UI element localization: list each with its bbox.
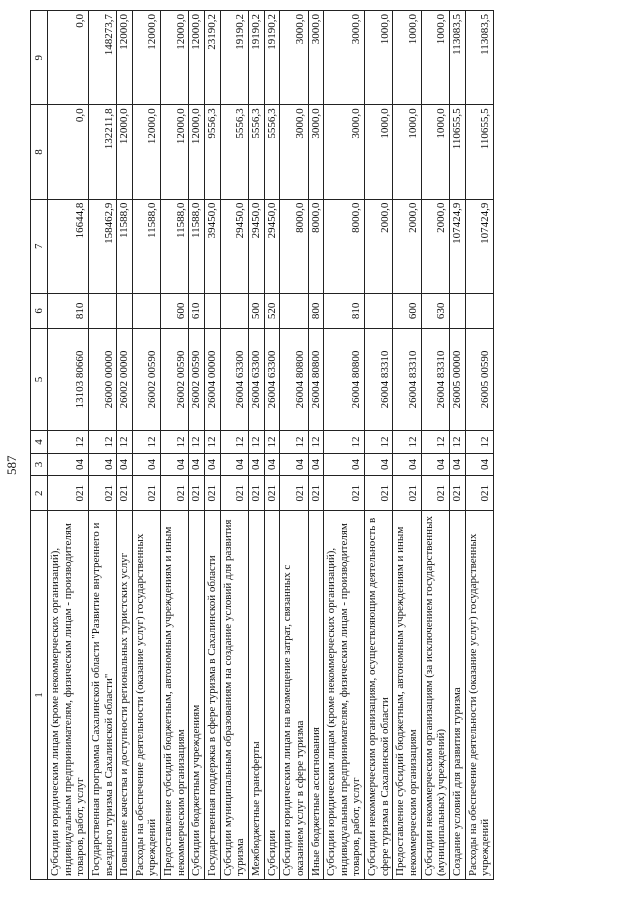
row-amount-col7: 29450,0 bbox=[264, 199, 280, 293]
row-amount-col7: 11588,0 bbox=[189, 199, 205, 293]
table-row bbox=[421, 11, 449, 880]
row-name: Субсидии юридическим лицам на возмещение затрат, связанных с оказанием услуг в сфере туризма bbox=[280, 511, 308, 880]
row-expense-type bbox=[132, 293, 160, 328]
row-name: Субсидии муниципальным образованиям на создание условий для развития туризма bbox=[220, 511, 248, 880]
row-amount-col8: 132211,8 bbox=[88, 105, 116, 199]
row-subsection: 12 bbox=[365, 431, 393, 454]
row-amount-col7: 11588,0 bbox=[117, 199, 133, 293]
table-row bbox=[48, 11, 89, 880]
row-amount-col8: 5556,3 bbox=[248, 105, 264, 199]
row-section: 04 bbox=[117, 453, 133, 476]
row-amount-col7: 107424,9 bbox=[465, 199, 493, 293]
row-amount-col7: 2000,0 bbox=[421, 199, 449, 293]
row-name: Предоставление субсидий бюджетным, автономным учреждениям и иным некоммерческим организациям bbox=[393, 511, 421, 880]
row-amount-col7: 8000,0 bbox=[280, 199, 308, 293]
row-admin-code: 021 bbox=[393, 476, 421, 511]
row-amount-col8: 3000,0 bbox=[280, 105, 308, 199]
table-row bbox=[365, 11, 393, 880]
row-target-article: 26004 80800 bbox=[308, 328, 324, 430]
row-admin-code: 021 bbox=[308, 476, 324, 511]
row-amount-col7: 8000,0 bbox=[324, 199, 365, 293]
row-target-article: 26004 63300 bbox=[264, 328, 280, 430]
row-admin-code: 021 bbox=[88, 476, 116, 511]
row-name: Повышение качества и доступности региональных туристских услуг bbox=[117, 511, 133, 880]
row-section: 04 bbox=[449, 453, 465, 476]
row-amount-col7: 158462,9 bbox=[88, 199, 116, 293]
column-header-5: 5 bbox=[31, 328, 48, 430]
row-section: 04 bbox=[280, 453, 308, 476]
row-admin-code: 021 bbox=[205, 476, 221, 511]
row-amount-col8: 5556,3 bbox=[264, 105, 280, 199]
row-admin-code: 021 bbox=[324, 476, 365, 511]
row-subsection: 12 bbox=[421, 431, 449, 454]
row-subsection: 12 bbox=[117, 431, 133, 454]
row-name: Субсидии юридическим лицам (кроме некоммерческих организаций), индивидуальным предпринимателям, физическим лицам - производителям товаров, работ, услуг bbox=[324, 511, 365, 880]
row-section: 04 bbox=[324, 453, 365, 476]
row-name: Субсидии бюджетным учреждениям bbox=[189, 511, 205, 880]
row-amount-col9: 1000,0 bbox=[421, 11, 449, 105]
row-expense-type bbox=[449, 293, 465, 328]
row-subsection: 12 bbox=[449, 431, 465, 454]
row-target-article: 26004 80800 bbox=[280, 328, 308, 430]
row-amount-col7: 107424,9 bbox=[449, 199, 465, 293]
row-amount-col9: 3000,0 bbox=[308, 11, 324, 105]
row-name: Расходы на обеспечение деятельности (оказание услуг) государственных учреждений bbox=[465, 511, 493, 880]
row-name: Предоставление субсидий бюджетным, автономным учреждениям и иным некоммерческим организациям bbox=[161, 511, 189, 880]
column-header-7: 7 bbox=[31, 199, 48, 293]
row-section: 04 bbox=[220, 453, 248, 476]
column-header-3: 3 bbox=[31, 453, 48, 476]
row-subsection: 12 bbox=[280, 431, 308, 454]
row-amount-col7: 8000,0 bbox=[308, 199, 324, 293]
row-target-article: 26005 00000 bbox=[449, 328, 465, 430]
table-row bbox=[117, 11, 133, 880]
row-target-article: 26004 63300 bbox=[220, 328, 248, 430]
row-subsection: 12 bbox=[393, 431, 421, 454]
row-amount-col9: 12000,0 bbox=[132, 11, 160, 105]
row-amount-col8: 12000,0 bbox=[161, 105, 189, 199]
row-amount-col8: 0,0 bbox=[48, 105, 89, 199]
row-subsection: 12 bbox=[220, 431, 248, 454]
row-subsection: 12 bbox=[264, 431, 280, 454]
row-section: 04 bbox=[48, 453, 89, 476]
table-row bbox=[264, 11, 280, 880]
row-amount-col7: 2000,0 bbox=[393, 199, 421, 293]
row-section: 04 bbox=[132, 453, 160, 476]
row-amount-col7: 2000,0 bbox=[365, 199, 393, 293]
row-section: 04 bbox=[161, 453, 189, 476]
table-row bbox=[189, 11, 205, 880]
table-row bbox=[132, 11, 160, 880]
rotated-page bbox=[4, 10, 630, 880]
row-amount-col8: 12000,0 bbox=[117, 105, 133, 199]
row-amount-col8: 3000,0 bbox=[324, 105, 365, 199]
table-row bbox=[205, 11, 221, 880]
row-admin-code: 021 bbox=[421, 476, 449, 511]
row-amount-col9: 3000,0 bbox=[324, 11, 365, 105]
column-header-4: 4 bbox=[31, 431, 48, 454]
row-expense-type: 520 bbox=[264, 293, 280, 328]
row-expense-type bbox=[220, 293, 248, 328]
row-amount-col9: 113083,5 bbox=[465, 11, 493, 105]
row-amount-col8: 3000,0 bbox=[308, 105, 324, 199]
row-target-article: 26000 00000 bbox=[88, 328, 116, 430]
row-target-article: 26004 83310 bbox=[365, 328, 393, 430]
row-amount-col7: 11588,0 bbox=[161, 199, 189, 293]
table-row bbox=[220, 11, 248, 880]
row-amount-col9: 0,0 bbox=[48, 11, 89, 105]
row-name: Государственная поддержка в сфере туризма в Сахалинской области bbox=[205, 511, 221, 880]
row-expense-type bbox=[465, 293, 493, 328]
row-section: 04 bbox=[421, 453, 449, 476]
row-amount-col8: 1000,0 bbox=[365, 105, 393, 199]
header-row bbox=[31, 11, 48, 880]
row-admin-code: 021 bbox=[465, 476, 493, 511]
row-section: 04 bbox=[365, 453, 393, 476]
row-subsection: 12 bbox=[132, 431, 160, 454]
row-target-article: 13103 80660 bbox=[48, 328, 89, 430]
table-body bbox=[48, 11, 494, 880]
row-amount-col8: 12000,0 bbox=[189, 105, 205, 199]
row-section: 04 bbox=[189, 453, 205, 476]
row-admin-code: 021 bbox=[248, 476, 264, 511]
row-name: Создание условий для развития туризма bbox=[449, 511, 465, 880]
row-target-article: 26004 83310 bbox=[393, 328, 421, 430]
row-expense-type: 800 bbox=[308, 293, 324, 328]
row-section: 04 bbox=[465, 453, 493, 476]
table-row bbox=[280, 11, 308, 880]
row-name: Субсидии некоммерческим организациям, осуществляющим деятельность в сфере туризма в Сахалинской области bbox=[365, 511, 393, 880]
row-target-article: 26002 00000 bbox=[117, 328, 133, 430]
row-admin-code: 021 bbox=[117, 476, 133, 511]
row-target-article: 26002 00590 bbox=[132, 328, 160, 430]
row-expense-type: 500 bbox=[248, 293, 264, 328]
page-number: 587 bbox=[4, 455, 19, 475]
row-amount-col8: 1000,0 bbox=[393, 105, 421, 199]
row-name: Межбюджетные трансферты bbox=[248, 511, 264, 880]
row-expense-type: 810 bbox=[324, 293, 365, 328]
row-amount-col9: 12000,0 bbox=[117, 11, 133, 105]
row-amount-col9: 113083,5 bbox=[449, 11, 465, 105]
row-admin-code: 021 bbox=[189, 476, 205, 511]
row-subsection: 12 bbox=[324, 431, 365, 454]
row-section: 04 bbox=[205, 453, 221, 476]
row-expense-type: 610 bbox=[189, 293, 205, 328]
row-amount-col9: 12000,0 bbox=[161, 11, 189, 105]
row-amount-col9: 19190,2 bbox=[220, 11, 248, 105]
row-amount-col8: 110655,5 bbox=[465, 105, 493, 199]
row-admin-code: 021 bbox=[161, 476, 189, 511]
row-admin-code: 021 bbox=[365, 476, 393, 511]
row-amount-col8: 9556,3 bbox=[205, 105, 221, 199]
row-expense-type bbox=[280, 293, 308, 328]
row-amount-col9: 148273,7 bbox=[88, 11, 116, 105]
row-expense-type: 630 bbox=[421, 293, 449, 328]
row-amount-col7: 39450,0 bbox=[205, 199, 221, 293]
row-admin-code: 021 bbox=[264, 476, 280, 511]
column-header-8: 8 bbox=[31, 105, 48, 199]
row-admin-code: 021 bbox=[132, 476, 160, 511]
row-subsection: 12 bbox=[189, 431, 205, 454]
row-expense-type: 600 bbox=[393, 293, 421, 328]
row-section: 04 bbox=[308, 453, 324, 476]
column-header-1: 1 bbox=[31, 511, 48, 880]
row-expense-type bbox=[117, 293, 133, 328]
row-amount-col9: 1000,0 bbox=[365, 11, 393, 105]
row-admin-code: 021 bbox=[449, 476, 465, 511]
row-name: Расходы на обеспечение деятельности (оказание услуг) государственных учреждений bbox=[132, 511, 160, 880]
row-target-article: 26004 63300 bbox=[248, 328, 264, 430]
row-name: Субсидии некоммерческим организациям (за исключением государственных (муниципальных) учреждений) bbox=[421, 511, 449, 880]
row-target-article: 26002 00590 bbox=[161, 328, 189, 430]
row-subsection: 12 bbox=[308, 431, 324, 454]
row-target-article: 26005 00590 bbox=[465, 328, 493, 430]
row-expense-type bbox=[88, 293, 116, 328]
row-name: Государственная программа Сахалинской области "Развитие внутреннего и въездного туризма в Сахалинской области" bbox=[88, 511, 116, 880]
row-section: 04 bbox=[248, 453, 264, 476]
row-amount-col7: 11588,0 bbox=[132, 199, 160, 293]
row-amount-col7: 29450,0 bbox=[220, 199, 248, 293]
column-header-9: 9 bbox=[31, 11, 48, 105]
row-subsection: 12 bbox=[161, 431, 189, 454]
row-amount-col9: 23190,2 bbox=[205, 11, 221, 105]
row-expense-type: 810 bbox=[48, 293, 89, 328]
table-row bbox=[324, 11, 365, 880]
row-name: Субсидии bbox=[264, 511, 280, 880]
budget-table bbox=[30, 10, 494, 880]
row-expense-type bbox=[205, 293, 221, 328]
row-subsection: 12 bbox=[88, 431, 116, 454]
row-target-article: 26004 80800 bbox=[324, 328, 365, 430]
table-row bbox=[449, 11, 465, 880]
row-subsection: 12 bbox=[465, 431, 493, 454]
row-amount-col8: 5556,3 bbox=[220, 105, 248, 199]
row-admin-code: 021 bbox=[48, 476, 89, 511]
row-section: 04 bbox=[393, 453, 421, 476]
row-expense-type: 600 bbox=[161, 293, 189, 328]
row-name: Субсидии юридическим лицам (кроме некоммерческих организаций), индивидуальным предпринимателям, физическим лицам - производителям товаров, работ, услуг bbox=[48, 511, 89, 880]
row-section: 04 bbox=[264, 453, 280, 476]
row-amount-col8: 12000,0 bbox=[132, 105, 160, 199]
row-expense-type bbox=[365, 293, 393, 328]
table-row bbox=[308, 11, 324, 880]
table-row bbox=[161, 11, 189, 880]
column-header-6: 6 bbox=[31, 293, 48, 328]
row-amount-col9: 19190,2 bbox=[264, 11, 280, 105]
table-row bbox=[465, 11, 493, 880]
table-row bbox=[248, 11, 264, 880]
row-subsection: 12 bbox=[48, 431, 89, 454]
row-subsection: 12 bbox=[248, 431, 264, 454]
row-target-article: 26004 83310 bbox=[421, 328, 449, 430]
column-header-2: 2 bbox=[31, 476, 48, 511]
row-amount-col7: 16644,8 bbox=[48, 199, 89, 293]
row-target-article: 26004 00000 bbox=[205, 328, 221, 430]
row-amount-col9: 19190,2 bbox=[248, 11, 264, 105]
row-amount-col9: 1000,0 bbox=[393, 11, 421, 105]
table-row bbox=[393, 11, 421, 880]
row-name: Иные бюджетные ассигнования bbox=[308, 511, 324, 880]
row-amount-col8: 110655,5 bbox=[449, 105, 465, 199]
row-amount-col9: 12000,0 bbox=[189, 11, 205, 105]
row-amount-col8: 1000,0 bbox=[421, 105, 449, 199]
row-admin-code: 021 bbox=[220, 476, 248, 511]
row-amount-col7: 29450,0 bbox=[248, 199, 264, 293]
row-target-article: 26002 00590 bbox=[189, 328, 205, 430]
table-row bbox=[88, 11, 116, 880]
row-amount-col9: 3000,0 bbox=[280, 11, 308, 105]
row-admin-code: 021 bbox=[280, 476, 308, 511]
row-subsection: 12 bbox=[205, 431, 221, 454]
row-section: 04 bbox=[88, 453, 116, 476]
